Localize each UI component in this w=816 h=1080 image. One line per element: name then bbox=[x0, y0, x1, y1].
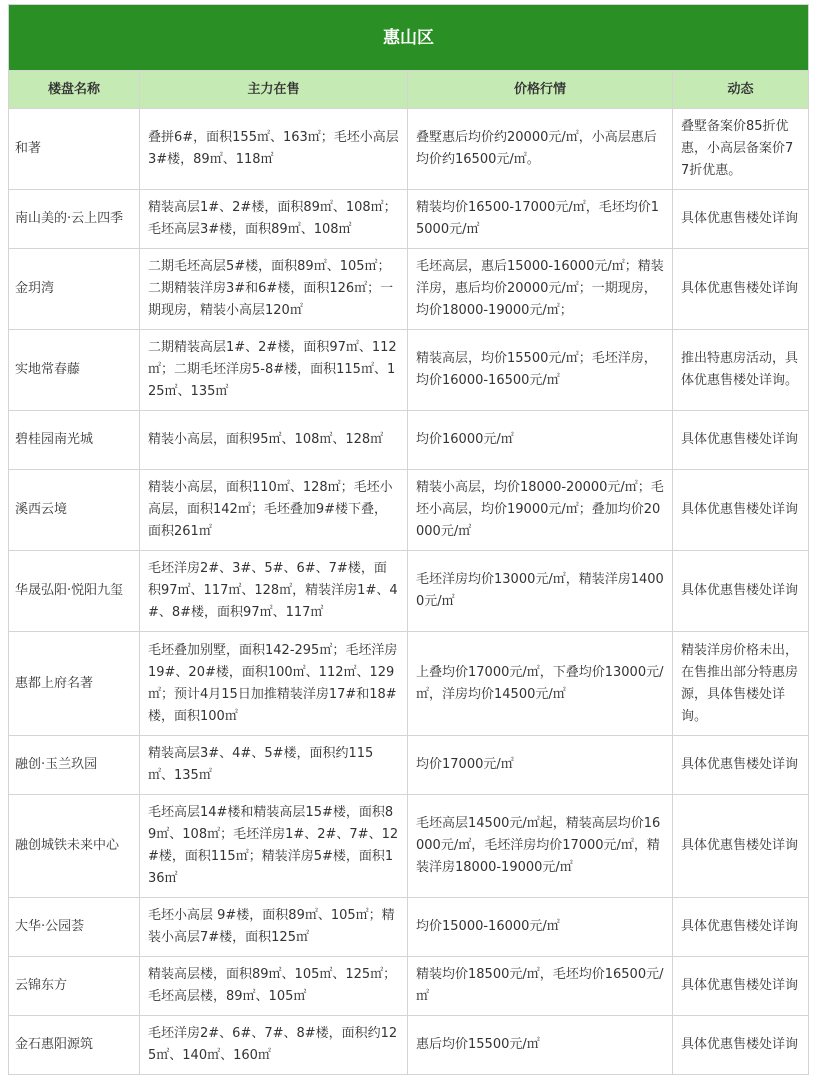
news-info: 具体优惠售楼处详询 bbox=[673, 190, 809, 249]
news-info: 具体优惠售楼处详询 bbox=[673, 470, 809, 551]
price-info: 均价16000元/㎡ bbox=[408, 411, 673, 470]
header-name: 楼盘名称 bbox=[9, 71, 140, 109]
on-sale-info: 二期毛坯高层5#楼，面积89㎡、105㎡；二期精装洋房3#和6#楼，面积126㎡；一期现房，精装小高层120㎡ bbox=[140, 249, 408, 330]
price-info: 叠墅惠后均价约20000元/㎡，小高层惠后均价约16500元/㎡。 bbox=[408, 109, 673, 190]
on-sale-info: 精装高层楼，面积89㎡、105㎡、125㎡；毛坯高层楼，89㎡、105㎡ bbox=[140, 957, 408, 1016]
project-name: 实地常春藤 bbox=[9, 330, 140, 411]
news-info: 叠墅备案价85折优惠，小高层备案价77折优惠。 bbox=[673, 109, 809, 190]
price-info: 精装高层，均价15500元/㎡；毛坯洋房，均价16000-16500元/㎡ bbox=[408, 330, 673, 411]
price-info: 精装均价16500-17000元/㎡，毛坯均价15000元/㎡ bbox=[408, 190, 673, 249]
price-info: 精装小高层，均价18000-20000元/㎡；毛坯小高层，均价19000元/㎡；叠加均价20000元/㎡ bbox=[408, 470, 673, 551]
table-row bbox=[9, 736, 809, 795]
project-name: 金玥湾 bbox=[9, 249, 140, 330]
table-row bbox=[9, 411, 809, 470]
news-info: 具体优惠售楼处详询 bbox=[673, 551, 809, 632]
project-name: 溪西云境 bbox=[9, 470, 140, 551]
price-table-container bbox=[8, 4, 808, 1075]
news-info: 具体优惠售楼处详询 bbox=[673, 736, 809, 795]
table-row bbox=[9, 898, 809, 957]
header-sale: 主力在售 bbox=[140, 71, 408, 109]
table-row bbox=[9, 957, 809, 1016]
on-sale-info: 精装高层3#、4#、5#楼，面积约115㎡、135㎡ bbox=[140, 736, 408, 795]
table-row bbox=[9, 1016, 809, 1075]
project-name: 华晟弘阳·悦阳九玺 bbox=[9, 551, 140, 632]
on-sale-info: 毛坯洋房2#、3#、5#、6#、7#楼，面积97㎡、117㎡、128㎡，精装洋房1#、4#、8#楼，面积97㎡、117㎡ bbox=[140, 551, 408, 632]
table-row bbox=[9, 109, 809, 190]
price-info: 毛坯高层，惠后15000-16000元/㎡；精装洋房，惠后均价20000元/㎡；一期现房，均价18000-19000元/㎡； bbox=[408, 249, 673, 330]
price-info: 均价17000元/㎡ bbox=[408, 736, 673, 795]
project-name: 惠都上府名著 bbox=[9, 632, 140, 736]
table-row bbox=[9, 249, 809, 330]
on-sale-info: 二期精装高层1#、2#楼，面积97㎡、112㎡；二期毛坯洋房5-8#楼，面积115㎡、125㎡、135㎡ bbox=[140, 330, 408, 411]
on-sale-info: 毛坯洋房2#、6#、7#、8#楼，面积约125㎡、140㎡、160㎡ bbox=[140, 1016, 408, 1075]
table-row bbox=[9, 551, 809, 632]
price-info: 毛坯洋房均价13000元/㎡，精装洋房14000元/㎡ bbox=[408, 551, 673, 632]
price-info: 上叠均价17000元/㎡，下叠均价13000元/㎡，洋房均价14500元/㎡ bbox=[408, 632, 673, 736]
news-info: 具体优惠售楼处详询 bbox=[673, 795, 809, 898]
price-info: 惠后均价15500元/㎡ bbox=[408, 1016, 673, 1075]
on-sale-info: 精装小高层，面积110㎡、128㎡；毛坯小高层，面积142㎡；毛坯叠加9#楼下叠，面积261㎡ bbox=[140, 470, 408, 551]
property-table bbox=[8, 4, 809, 1075]
project-name: 和著 bbox=[9, 109, 140, 190]
on-sale-info: 毛坯小高层 9#楼，面积89㎡、105㎡；精装小高层7#楼，面积125㎡ bbox=[140, 898, 408, 957]
news-info: 具体优惠售楼处详询 bbox=[673, 957, 809, 1016]
price-info: 毛坯高层14500元/㎡起，精装高层均价16000元/㎡，毛坯洋房均价17000元/㎡，精装洋房18000-19000元/㎡ bbox=[408, 795, 673, 898]
header-row bbox=[9, 71, 809, 109]
news-info: 具体优惠售楼处详询 bbox=[673, 1016, 809, 1075]
table-row bbox=[9, 795, 809, 898]
news-info: 精装洋房价格未出，在售推出部分特惠房源，具体售楼处详询。 bbox=[673, 632, 809, 736]
header-news: 动态 bbox=[673, 71, 809, 109]
news-info: 具体优惠售楼处详询 bbox=[673, 249, 809, 330]
on-sale-info: 精装小高层，面积95㎡、108㎡、128㎡ bbox=[140, 411, 408, 470]
district-title: 惠山区 bbox=[9, 5, 809, 71]
header-price: 价格行情 bbox=[408, 71, 673, 109]
table-row bbox=[9, 190, 809, 249]
project-name: 融创·玉兰玖园 bbox=[9, 736, 140, 795]
news-info: 具体优惠售楼处详询 bbox=[673, 898, 809, 957]
news-info: 具体优惠售楼处详询 bbox=[673, 411, 809, 470]
news-info: 推出特惠房活动，具体优惠售楼处详询。 bbox=[673, 330, 809, 411]
project-name: 大华·公园荟 bbox=[9, 898, 140, 957]
on-sale-info: 精装高层1#、2#楼，面积89㎡、108㎡；毛坯高层3#楼，面积89㎡、108㎡ bbox=[140, 190, 408, 249]
on-sale-info: 叠拼6#，面积155㎡、163㎡；毛坯小高层3#楼，89㎡、118㎡ bbox=[140, 109, 408, 190]
table-row bbox=[9, 330, 809, 411]
project-name: 南山美的·云上四季 bbox=[9, 190, 140, 249]
price-info: 均价15000-16000元/㎡ bbox=[408, 898, 673, 957]
project-name: 碧桂园南光城 bbox=[9, 411, 140, 470]
table-row bbox=[9, 632, 809, 736]
project-name: 云锦东方 bbox=[9, 957, 140, 1016]
table-row bbox=[9, 470, 809, 551]
project-name: 金石惠阳源筑 bbox=[9, 1016, 140, 1075]
on-sale-info: 毛坯叠加别墅，面积142-295㎡；毛坯洋房19#、20#楼，面积100㎡、112㎡、129㎡；预计4月15日加推精装洋房17#和18#楼，面积100㎡ bbox=[140, 632, 408, 736]
price-info: 精装均价18500元/㎡，毛坯均价16500元/㎡ bbox=[408, 957, 673, 1016]
on-sale-info: 毛坯高层14#楼和精装高层15#楼，面积89㎡、108㎡；毛坯洋房1#、2#、7#、12#楼，面积115㎡；精装洋房5#楼，面积136㎡ bbox=[140, 795, 408, 898]
project-name: 融创城铁未来中心 bbox=[9, 795, 140, 898]
